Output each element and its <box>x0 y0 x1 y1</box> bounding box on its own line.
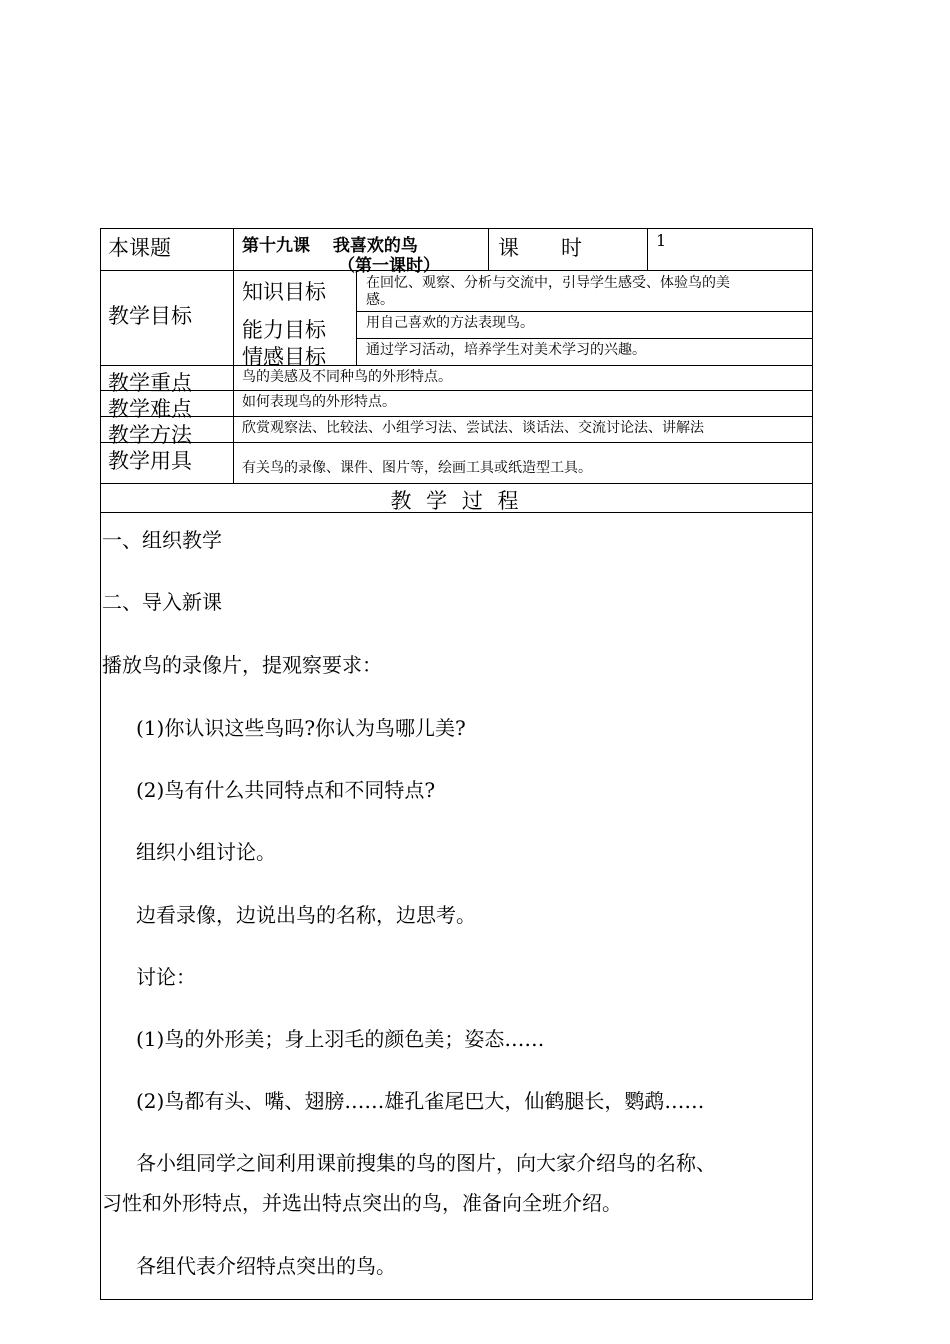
row-divider <box>100 416 813 417</box>
ability-objective-label: 能力目标 <box>242 318 326 342</box>
row-divider <box>356 311 813 312</box>
column-divider <box>356 270 357 365</box>
period-value: 1 <box>656 231 667 250</box>
table-border-top <box>100 228 813 229</box>
table-border-left <box>100 228 101 1300</box>
emotion-objective-label: 情感目标 <box>242 345 326 369</box>
difficulty-text: 如何表现鸟的外形特点。 <box>242 394 396 410</box>
period-label: 课 时 <box>498 236 582 260</box>
column-divider <box>647 228 648 270</box>
process-line: (1)鸟的外形美；身上羽毛的颜色美；姿态…… <box>136 1027 545 1051</box>
ability-objective-text: 用自己喜欢的方法表现鸟。 <box>366 315 534 331</box>
lesson-plan-table <box>100 228 813 1300</box>
key-point-text: 鸟的美感及不同种鸟的外形特点。 <box>242 369 452 385</box>
objectives-label: 教学目标 <box>108 304 192 328</box>
lesson-title-line1: 第十九课 我喜欢的鸟 <box>242 236 418 256</box>
knowledge-objective-label: 知识目标 <box>242 280 326 304</box>
key-point-label: 教学重点 <box>108 371 192 395</box>
knowledge-objective-text-line2: 感。 <box>366 292 394 308</box>
column-divider <box>488 228 489 270</box>
row-divider <box>356 338 813 339</box>
emotion-objective-text: 通过学习活动，培养学生对美术学习的兴趣。 <box>366 342 646 358</box>
lesson-title-line2: （第一课时） <box>338 256 440 276</box>
process-line: 习性和外形特点，并选出特点突出的鸟，准备向全班介绍。 <box>102 1191 622 1215</box>
process-line: 边看录像，边说出鸟的名称，边思考。 <box>136 903 476 927</box>
process-line: 播放鸟的录像片，提观察要求： <box>102 653 382 677</box>
row-divider <box>100 483 813 484</box>
process-line: (1)你认识这些鸟吗?你认为鸟哪儿美? <box>136 716 466 740</box>
process-line: 各小组同学之间利用课前搜集的鸟的图片，向大家介绍鸟的名称、 <box>136 1151 716 1175</box>
process-line: (2)鸟都有头、嘴、翅膀……雄孔雀尾巴大，仙鹤腿长，鹦鹉…… <box>136 1089 705 1113</box>
knowledge-objective-text-line1: 在回忆、观察、分析与交流中，引导学生感受、体验鸟的美 <box>366 275 730 291</box>
column-divider <box>233 228 234 483</box>
process-line: 组织小组讨论。 <box>136 840 276 864</box>
process-line: 各组代表介绍特点突出的鸟。 <box>136 1254 396 1278</box>
row-divider <box>100 442 813 443</box>
tools-text: 有关鸟的录像、课件、图片等，绘画工具或纸造型工具。 <box>242 460 592 476</box>
row-divider <box>100 365 813 366</box>
process-line: 讨论： <box>136 965 196 989</box>
table-border-right <box>812 228 813 1300</box>
topic-label: 本课题 <box>108 236 171 260</box>
table-border-bottom <box>100 1299 813 1300</box>
row-divider <box>100 390 813 391</box>
process-line: (2)鸟有什么共同特点和不同特点? <box>136 778 436 802</box>
methods-text: 欣赏观察法、比较法、小组学习法、尝试法、谈话法、交流讨论法、讲解法 <box>242 420 704 436</box>
process-heading: 教 学 过 程 <box>390 489 523 513</box>
process-line: 二、导入新课 <box>102 590 222 614</box>
row-divider <box>100 270 813 271</box>
process-line: 一、组织教学 <box>102 528 222 552</box>
difficulty-label: 教学难点 <box>108 397 192 421</box>
methods-label: 教学方法 <box>108 423 192 447</box>
tools-label: 教学用具 <box>108 449 192 473</box>
